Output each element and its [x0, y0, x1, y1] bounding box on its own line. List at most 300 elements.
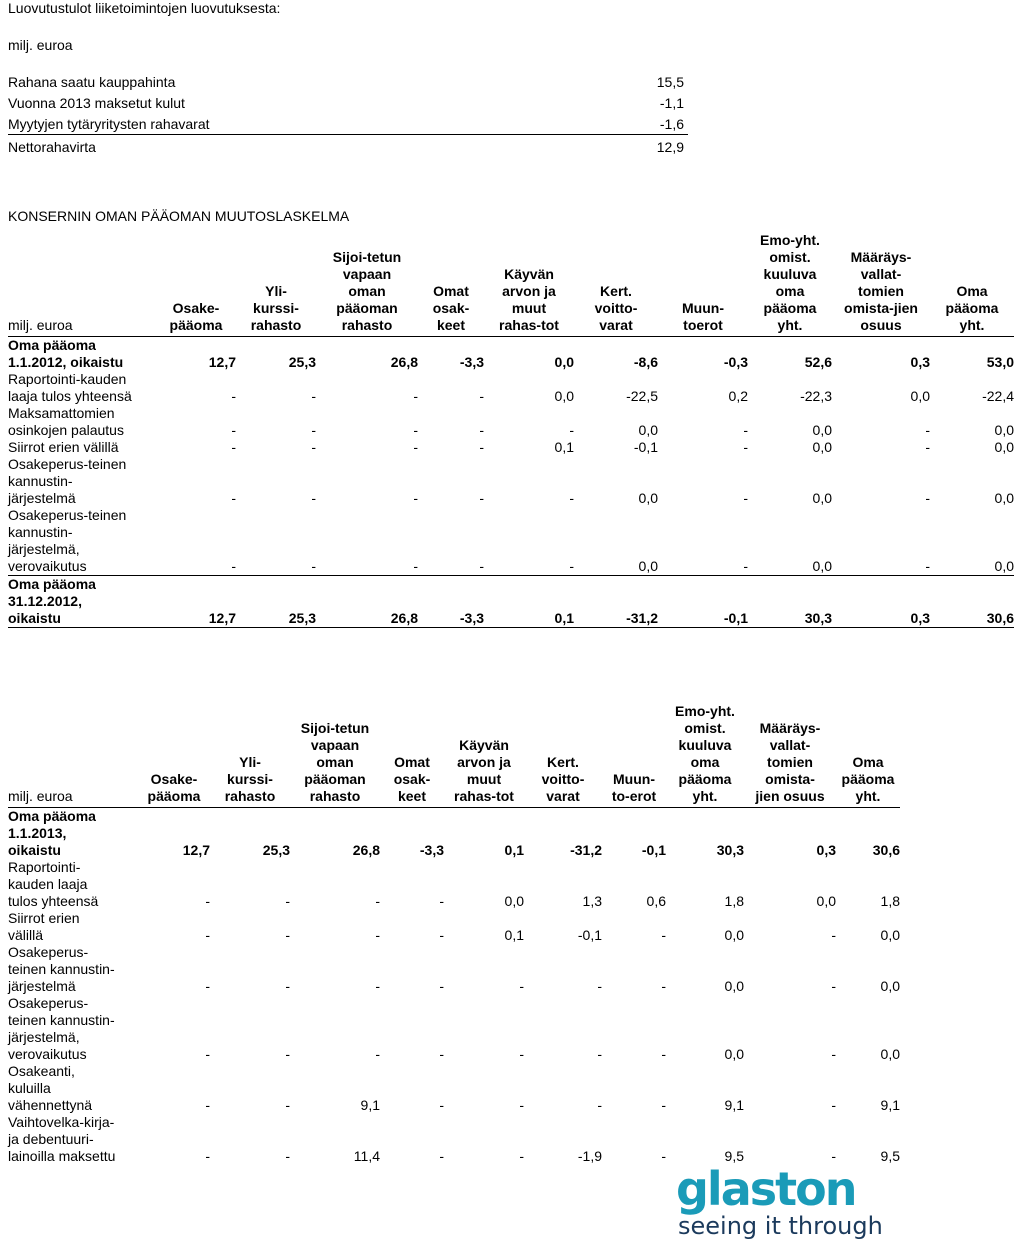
cash-total-divider	[8, 134, 688, 135]
column-header-line: Emo-yht.	[675, 703, 735, 719]
cell-value: 0,0	[880, 1046, 900, 1062]
cell-value: -	[413, 490, 418, 506]
column-header-line: osak-	[432, 300, 470, 316]
cell-value: -	[519, 1148, 524, 1164]
column-header-line: yht.	[692, 788, 718, 804]
row-label-line: Oma pääoma	[8, 576, 96, 592]
row-label-line: Maksamattomien	[8, 405, 115, 421]
cell-value: -	[569, 490, 574, 506]
row-label	[8, 439, 156, 456]
cell-value: -	[205, 893, 210, 909]
column-header-line: pääoma	[763, 300, 817, 316]
cell-value: -	[479, 388, 484, 404]
cell-value: 0,0	[724, 978, 744, 994]
cell-value: 0,3	[910, 354, 930, 370]
cell-value: -	[597, 978, 602, 994]
header-row	[8, 703, 900, 808]
column-header	[316, 232, 418, 337]
cell-value: -	[311, 422, 316, 438]
cell-value: 0,0	[724, 927, 744, 943]
cell-value: 0,0	[994, 422, 1014, 438]
row-label-line: osinkojen palautus	[8, 422, 124, 438]
cell-value: -	[925, 490, 930, 506]
column-header	[524, 703, 602, 808]
cell-value: 0,0	[812, 558, 832, 574]
column-header	[744, 703, 836, 808]
cell-value: 1,8	[724, 893, 744, 909]
cell-value: -	[743, 558, 748, 574]
cell-value: 12,7	[182, 842, 210, 858]
cell-value: 9,5	[880, 1148, 900, 1164]
column-header-line: omista-	[765, 771, 815, 787]
cell-value: -31,2	[570, 842, 602, 858]
column-header-line: vapaan	[342, 266, 392, 282]
cell-value: -	[743, 490, 748, 506]
cell-value: -	[479, 422, 484, 438]
row-label-line: 1.1.2013,	[8, 825, 67, 841]
cell-value: -	[285, 1046, 290, 1062]
column-header	[444, 703, 524, 808]
row-label-line: Siirrot erien	[8, 910, 80, 926]
cash-row-label: Vuonna 2013 maksetut kulut	[8, 95, 185, 111]
row-label-line: kannustin-	[8, 524, 73, 540]
column-header-line: Määräys-	[850, 249, 912, 265]
column-header	[832, 232, 930, 337]
table-row	[8, 576, 1014, 628]
cell-value: -	[311, 490, 316, 506]
row-label-line: Siirrot erien välillä	[8, 439, 119, 455]
cell-value: 0,0	[638, 558, 658, 574]
cell-value: 0,0	[504, 893, 524, 909]
column-header-line: yht.	[959, 317, 985, 333]
column-header-line: tomien	[767, 754, 813, 770]
cell-value: -	[743, 422, 748, 438]
column-header-line: pääoma	[147, 788, 201, 804]
cell-value: -	[231, 490, 236, 506]
cell-value: 52,6	[804, 354, 832, 370]
glaston-logo	[676, 1163, 952, 1239]
table-row	[8, 910, 900, 944]
row-label-line: kauden laaja	[8, 876, 88, 892]
column-header-line: Oma	[956, 283, 988, 299]
column-header-line: muut	[511, 300, 547, 316]
column-header-line: oma	[690, 754, 720, 770]
row-label-line: välillä	[8, 927, 44, 943]
cell-value: 12,7	[156, 576, 236, 628]
column-header	[574, 232, 658, 337]
column-header-line: pääoma	[169, 317, 223, 333]
column-header	[138, 703, 210, 808]
cash-total-label: Nettorahavirta	[8, 139, 96, 155]
column-header	[602, 703, 666, 808]
cell-value: -	[311, 388, 316, 404]
row-label-line: kannustin-	[8, 473, 73, 489]
cell-value: -	[831, 1148, 836, 1164]
column-header	[156, 232, 236, 337]
column-header-line: yht.	[855, 788, 881, 804]
svg-text:seeing it through: seeing it through	[678, 1212, 883, 1240]
row-label-line: Oma pääoma	[8, 337, 96, 353]
cell-value: 0,1	[484, 576, 574, 628]
table-row	[8, 507, 1014, 576]
row-label	[8, 808, 138, 860]
table-row	[8, 808, 900, 860]
cell-value: -0,3	[723, 354, 748, 370]
cell-value: 1,3	[582, 893, 602, 909]
header-row	[8, 232, 1014, 337]
row-label-line: 1.1.2012, oikaistu	[8, 354, 124, 370]
cell-value: 30,3	[716, 842, 744, 858]
column-header-line: keet	[397, 788, 427, 804]
cash-row-label: Rahana saatu kauppahinta	[8, 74, 176, 90]
cell-value: 9,1	[880, 1097, 900, 1113]
cell-value: -	[375, 1046, 380, 1062]
cell-value: 11,4	[353, 1148, 380, 1164]
column-header-line: pääoma	[945, 300, 999, 316]
cell-value: 0,0	[638, 490, 658, 506]
table-row	[8, 371, 1014, 405]
cell-value: -	[597, 1097, 602, 1113]
table-row	[8, 337, 1014, 372]
column-header-line: Omat	[394, 754, 430, 770]
cell-value: -	[413, 422, 418, 438]
cell-value: 0,1	[554, 439, 574, 455]
column-header-line: oman	[316, 754, 354, 770]
column-header-line: kurssi-	[253, 300, 299, 316]
column-header-line: muut	[466, 771, 502, 787]
column-header-line: Kert.	[547, 754, 579, 770]
row-label-line: järjestelmä	[8, 978, 76, 994]
cell-value: 0,0	[880, 927, 900, 943]
column-header-line: Osake-	[172, 300, 220, 316]
cell-value: -	[413, 558, 418, 574]
cell-value: -22,4	[982, 388, 1014, 404]
column-header-line: pääoma	[841, 771, 895, 787]
cell-value: -0,1	[633, 439, 658, 455]
column-header-line: arvon ja	[457, 754, 511, 770]
column-header	[380, 703, 444, 808]
cash-row-value: -1,6	[659, 116, 684, 132]
column-header-line: Muun-	[682, 300, 724, 316]
cell-value: -	[831, 1097, 836, 1113]
cell-value: -0,1	[641, 842, 666, 858]
cell-value: -0,1	[577, 927, 602, 943]
row-label-line: verovaikutus	[8, 1046, 87, 1062]
cell-value: -31,2	[574, 576, 658, 628]
row-label	[8, 944, 138, 995]
row-label-line: Osakeperus-teinen	[8, 456, 127, 472]
row-label-line: teinen kannustin-	[8, 961, 115, 977]
column-header-line: jien osuus	[755, 788, 825, 804]
cell-value: -	[597, 1046, 602, 1062]
row-label-line: Osakeperus-teinen	[8, 507, 127, 523]
cell-value: -8,6	[633, 354, 658, 370]
column-header	[8, 703, 138, 808]
cell-value: 25,3	[262, 842, 290, 858]
row-label-line: Osakeperus-	[8, 944, 89, 960]
row-label-line: oikaistu	[8, 610, 61, 626]
cell-value: -	[925, 422, 930, 438]
column-header-line: rahas-tot	[499, 317, 559, 333]
row-label-line: laaja tulos yhteensä	[8, 388, 132, 404]
row-label	[8, 995, 138, 1063]
cell-value: 0,1	[504, 927, 524, 943]
cell-value: -	[661, 927, 666, 943]
column-header-line: milj. euroa	[8, 788, 73, 804]
cell-value: -22,3	[800, 388, 832, 404]
column-header	[658, 232, 748, 337]
table-row	[8, 859, 900, 910]
column-header	[666, 703, 744, 808]
column-header-line: rahasto	[250, 317, 302, 333]
row-label-line: Oma pääoma	[8, 808, 96, 824]
column-header	[8, 232, 156, 337]
cell-value: 0,0	[910, 388, 930, 404]
column-header	[930, 232, 1014, 337]
cell-value: -	[519, 978, 524, 994]
column-header-line: varat	[599, 317, 633, 333]
cell-value: -	[413, 439, 418, 455]
cell-value: -	[519, 1097, 524, 1113]
cell-value: -	[479, 439, 484, 455]
cell-value: 26,8	[316, 576, 418, 628]
column-header	[236, 232, 316, 337]
column-header	[748, 232, 832, 337]
equity-table-2012	[8, 232, 1014, 628]
cell-value: -	[375, 893, 380, 909]
cell-value: -	[661, 978, 666, 994]
cell-value: 0,2	[728, 388, 748, 404]
row-label	[8, 405, 156, 439]
column-header-line: pääoma	[678, 771, 732, 787]
column-header-line: pääoman	[336, 300, 398, 316]
row-label-line: kuluilla	[8, 1080, 51, 1096]
cell-value: 0,0	[880, 978, 900, 994]
cell-value: -	[311, 439, 316, 455]
cell-value: -	[479, 490, 484, 506]
row-label-line: Vaihtovelka-kirja-	[8, 1114, 115, 1130]
svg-text:glaston: glaston	[676, 1162, 856, 1216]
column-header-line: omist.	[769, 249, 811, 265]
row-label-line: tulos yhteensä	[8, 893, 99, 909]
cell-value: 0,0	[994, 439, 1014, 455]
cell-value: 0,0	[812, 422, 832, 438]
column-header-line: rahasto	[224, 788, 276, 804]
column-header	[290, 703, 380, 808]
cell-value: -	[439, 893, 444, 909]
row-label	[8, 507, 156, 576]
row-label-line: järjestelmä,	[8, 1029, 80, 1045]
column-header-line: toerot	[683, 317, 723, 333]
cell-value: 0,0	[724, 1046, 744, 1062]
row-label-line: Osakeanti,	[8, 1063, 75, 1079]
cell-value: -	[285, 1097, 290, 1113]
equity-table-2013	[8, 703, 900, 1165]
cell-value: -	[439, 978, 444, 994]
column-header	[418, 232, 484, 337]
row-label	[8, 1114, 138, 1165]
column-header-line: Sijoi-tetun	[300, 720, 370, 736]
cell-value: 0,0	[554, 354, 574, 370]
row-label-line: lainoilla maksettu	[8, 1148, 116, 1164]
column-header-line: rahas-tot	[454, 788, 514, 804]
column-header-line: yht.	[777, 317, 803, 333]
divestment-heading: Luovutustulot liiketoimintojen luovutuksesta:	[8, 0, 281, 16]
column-header-line: kuuluva	[678, 737, 732, 753]
cell-value: -	[205, 978, 210, 994]
cell-value: 0,0	[812, 490, 832, 506]
table-row	[8, 1114, 900, 1165]
cell-value: -	[205, 1148, 210, 1164]
column-header-line: oman	[348, 283, 386, 299]
row-label-line: vähennettynä	[8, 1097, 93, 1113]
column-header-line: tomien	[858, 283, 904, 299]
row-label	[8, 337, 156, 372]
table-row	[8, 995, 900, 1063]
cell-value: -3,3	[418, 576, 484, 628]
row-label-line: 31.12.2012,	[8, 593, 82, 609]
cell-value: -	[569, 422, 574, 438]
column-header-line: Muun-	[613, 771, 655, 787]
cell-value: -	[519, 1046, 524, 1062]
table-row	[8, 439, 1014, 456]
column-header-line: oma	[775, 283, 805, 299]
row-label-line: Raportointi-kauden	[8, 371, 127, 387]
glaston-logo-mark	[676, 1163, 952, 1239]
cell-value: -	[285, 1148, 290, 1164]
row-label-line: Raportointi-	[8, 859, 81, 875]
cell-value: -	[439, 927, 444, 943]
row-label	[8, 576, 156, 628]
column-header	[836, 703, 900, 808]
cell-value: -	[285, 927, 290, 943]
table-row	[8, 1063, 900, 1114]
column-header-line: Kert.	[600, 283, 632, 299]
column-header-line: omista-jien	[844, 300, 918, 316]
equity-statement-title: KONSERNIN OMAN PÄÄOMAN MUUTOSLASKELMA	[8, 208, 350, 224]
cell-value: -1,9	[577, 1148, 602, 1164]
cell-value: 0,1	[504, 842, 524, 858]
cell-value: -	[285, 978, 290, 994]
column-header-line: Yli-	[239, 754, 261, 770]
column-header-line: Emo-yht.	[760, 232, 820, 248]
cell-value: 12,7	[208, 354, 236, 370]
column-header-line: rahasto	[341, 317, 393, 333]
cell-value: 0,0	[554, 388, 574, 404]
cell-value: 30,3	[748, 576, 832, 628]
column-header-line: Yli-	[265, 283, 287, 299]
row-label	[8, 456, 156, 507]
column-header	[484, 232, 574, 337]
column-header-line: rahasto	[309, 788, 361, 804]
cell-value: -	[743, 439, 748, 455]
cell-value: -	[831, 1046, 836, 1062]
cell-value: 53,0	[986, 354, 1014, 370]
column-header-line: varat	[546, 788, 580, 804]
cell-value: 0,0	[816, 893, 836, 909]
cell-value: 0,3	[832, 576, 930, 628]
row-label-line: teinen kannustin-	[8, 1012, 115, 1028]
cell-value: -	[925, 558, 930, 574]
cell-value: -	[831, 978, 836, 994]
column-header-line: kuuluva	[763, 266, 817, 282]
column-header-line: keet	[436, 317, 466, 333]
cell-value: -	[205, 927, 210, 943]
column-header-line: vapaan	[310, 737, 360, 753]
column-header-line: Omat	[433, 283, 469, 299]
cell-value: 0,0	[638, 422, 658, 438]
cell-value: -	[413, 388, 418, 404]
row-label-line: verovaikutus	[8, 558, 87, 574]
column-header-line: vallat-	[769, 737, 811, 753]
row-label	[8, 910, 138, 944]
cell-value: 0,0	[994, 490, 1014, 506]
cash-row-value: -1,1	[659, 95, 684, 111]
row-label	[8, 371, 156, 405]
cell-value: -	[661, 1148, 666, 1164]
cell-value: -	[569, 558, 574, 574]
cell-value: 30,6	[930, 576, 1014, 628]
cell-value: -	[231, 439, 236, 455]
cell-value: 0,0	[812, 439, 832, 455]
column-header-line: osuus	[860, 317, 902, 333]
cell-value: 9,1	[724, 1097, 744, 1113]
cell-value: -	[311, 558, 316, 574]
row-label-line: järjestelmä,	[8, 541, 80, 557]
cell-value: -	[231, 422, 236, 438]
cell-value: -	[661, 1097, 666, 1113]
column-header-line: omist.	[684, 720, 726, 736]
cell-value: 9,5	[724, 1148, 744, 1164]
cell-value: -	[439, 1097, 444, 1113]
table-row	[8, 456, 1014, 507]
cell-value: 0,0	[994, 558, 1014, 574]
column-header-line: Käyvän	[459, 737, 509, 753]
column-header-line: osak-	[393, 771, 431, 787]
cell-value: 26,8	[390, 354, 418, 370]
row-label-line: ja debentuuri-	[8, 1131, 94, 1147]
cell-value: -	[375, 927, 380, 943]
table-row	[8, 405, 1014, 439]
cash-row-value: 15,5	[656, 74, 684, 90]
cell-value: -	[375, 978, 380, 994]
cell-value: -	[231, 388, 236, 404]
cash-total-value: 12,9	[656, 139, 684, 155]
cell-value: 26,8	[352, 842, 380, 858]
cell-value: 30,6	[872, 842, 900, 858]
cell-value: -	[439, 1046, 444, 1062]
column-header-line: pääoman	[304, 771, 366, 787]
column-header-line: kurssi-	[227, 771, 273, 787]
cell-value: -	[285, 893, 290, 909]
cell-value: 25,3	[236, 576, 316, 628]
cell-value: -	[831, 927, 836, 943]
cell-value: 1,8	[880, 893, 900, 909]
cell-value: -	[661, 1046, 666, 1062]
column-header-line: Oma	[852, 754, 884, 770]
column-header-line: milj. euroa	[8, 317, 73, 333]
column-header-line: Määräys-	[759, 720, 821, 736]
cell-value: -	[205, 1097, 210, 1113]
column-header-line: Osake-	[150, 771, 198, 787]
cell-value: -	[439, 1148, 444, 1164]
column-header-line: vallat-	[860, 266, 902, 282]
cell-value: 0,3	[816, 842, 836, 858]
column-header-line: voitto-	[541, 771, 585, 787]
row-label-line: Osakeperus-	[8, 995, 89, 1011]
column-header-line: arvon ja	[502, 283, 556, 299]
table-row	[8, 944, 900, 995]
